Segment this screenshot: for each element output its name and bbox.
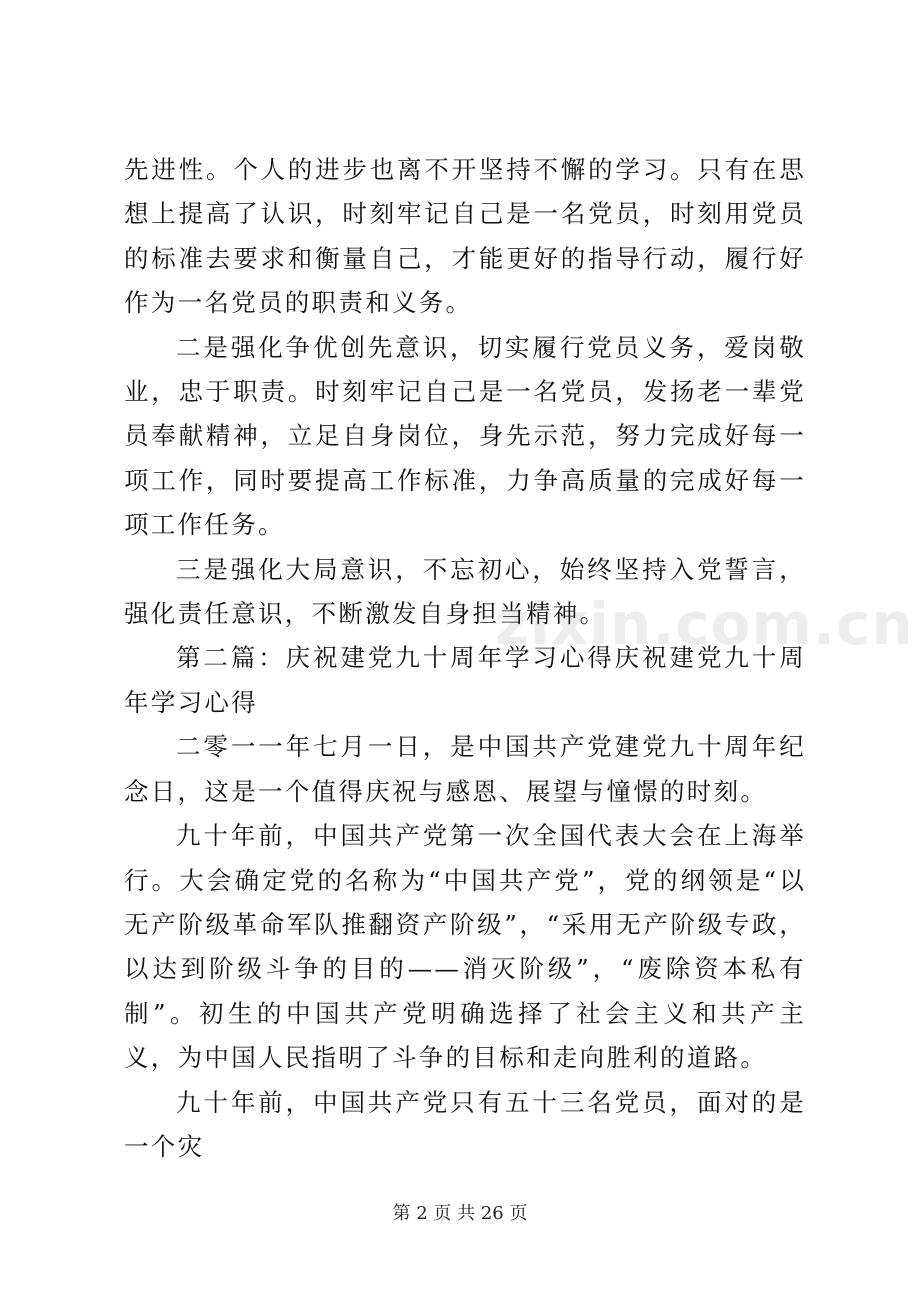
page-number-footer: 第 2 页 共 26 页 bbox=[392, 1203, 528, 1224]
watermark: zixin.com.cn bbox=[495, 590, 914, 658]
paragraph-5: 二零一一年七月一日，是中国共产党建党九十周年纪念日，这是一个值得庆祝与感恩、展望与憧憬的时刻。 bbox=[124, 732, 806, 806]
paragraph-2: 二是强化争优创先意识，切实履行党员义务，爱岗敬业，忠于职责。时刻牢记自己是一名党员，发扬老一辈党员奉献精神，立足自身岗位，身先示范，努力完成好每一项工作，同时要提高工作标准，力争高质量的完成好每一项工作任务。 bbox=[124, 332, 806, 540]
section-heading: 第二篇：庆祝建党九十周年学习心得庆祝建党九十周年学习心得 bbox=[124, 643, 806, 717]
paragraph-1: 先进性。个人的进步也离不开坚持不懈的学习。只有在思想上提高了认识，时刻牢记自己是一名党员，时刻用党员的标准去要求和衡量自己，才能更好的指导行动，履行好作为一名党员的职责和义务。 bbox=[124, 155, 806, 318]
paragraph-7: 九十年前，中国共产党只有五十三名党员，面对的是一个灾 bbox=[124, 1087, 806, 1161]
paragraph-6: 九十年前，中国共产党第一次全国代表大会在上海举行。大会确定党的名称为“中国共产党”，党的纲领是“以无产阶级革命军队推翻资产阶级”，“采用无产阶级专政，以达到阶级斗争的目的——消灭阶级”，“废除资本私有制”。初生的中国共产党明确选择了社会主义和共产主义，为中国人民指明了斗争的目标和走向胜利的道路。 bbox=[124, 821, 806, 1073]
paragraph-3: 三是强化大局意识，不忘初心，始终坚持入党誓言，强化责任意识，不断激发自身担当精神。 bbox=[124, 554, 806, 629]
document-body bbox=[124, 148, 806, 1169]
